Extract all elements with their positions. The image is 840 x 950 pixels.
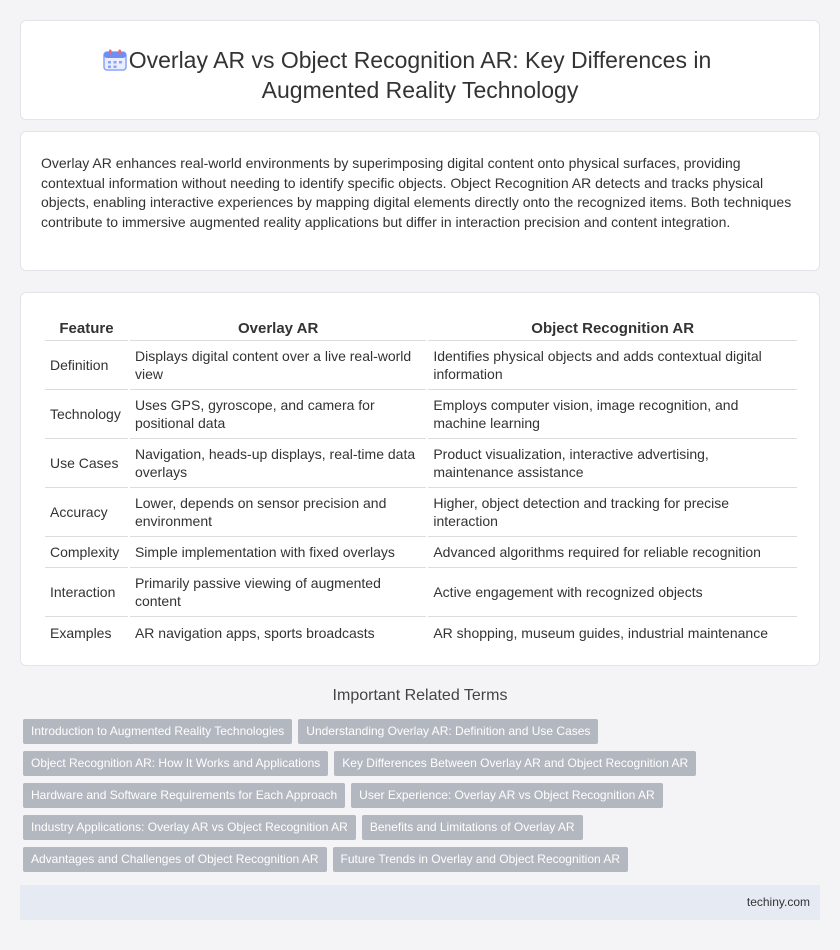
header-feature: Feature	[45, 311, 128, 341]
row-feature: Technology	[45, 390, 128, 439]
related-term-tag[interactable]: Advantages and Challenges of Object Recognition AR	[23, 847, 327, 872]
footer-brand-link[interactable]: techiny.com	[746, 895, 810, 909]
row-object-recognition-ar: AR shopping, museum guides, industrial maintenance	[433, 624, 768, 641]
table-row	[45, 439, 797, 488]
footer-bar	[20, 885, 820, 920]
row-overlay-ar: Lower, depends on sensor precision and environment	[130, 488, 426, 537]
row-feature: Accuracy	[45, 488, 128, 537]
related-terms-title: Important Related Terms	[332, 687, 508, 704]
row-overlay-ar: Primarily passive viewing of augmented content	[130, 568, 426, 617]
related-term-tag[interactable]: Key Differences Between Overlay AR and Object Recognition AR	[334, 751, 696, 776]
table-row	[45, 390, 797, 439]
related-term-tag[interactable]: Introduction to Augmented Reality Technologies	[23, 719, 292, 744]
row-overlay-ar: AR navigation apps, sports broadcasts	[134, 624, 375, 641]
related-term-tag[interactable]: Object Recognition AR: How It Works and Applications	[23, 751, 328, 776]
row-feature: Complexity	[45, 537, 128, 568]
table-row	[45, 537, 797, 568]
row-feature: Examples	[50, 624, 112, 641]
table-row	[45, 488, 797, 537]
related-terms-list	[23, 719, 723, 879]
related-term-tag[interactable]: User Experience: Overlay AR vs Object Recognition AR	[351, 783, 662, 808]
comparison-table-card	[20, 292, 820, 666]
related-term-tag[interactable]: Understanding Overlay AR: Definition and Use Cases	[298, 719, 598, 744]
related-term-tag[interactable]: Hardware and Software Requirements for Each Approach	[23, 783, 345, 808]
intro-paragraph: Overlay AR enhances real-world environments by superimposing digital content onto physical surfaces, providing contextual information without needing to identify specific objects. Object Recognition AR detects and tracks physical objects, enabling interactive experiences by mapping digital elements directly onto the recognized items. Both techniques contribute to immersive augmented reality applications but differ in interaction precision and content integration.	[41, 155, 792, 230]
row-overlay-ar: Simple implementation with fixed overlays	[130, 537, 426, 568]
row-feature: Interaction	[45, 568, 128, 617]
row-overlay-ar: Displays digital content over a live real-world view	[130, 341, 426, 390]
row-overlay-ar: Uses GPS, gyroscope, and camera for positional data	[130, 390, 426, 439]
header-overlay-ar: Overlay AR	[130, 311, 426, 341]
row-overlay-ar: Navigation, heads-up displays, real-time data overlays	[130, 439, 426, 488]
row-feature: Use Cases	[45, 439, 128, 488]
related-term-tag[interactable]: Industry Applications: Overlay AR vs Object Recognition AR	[23, 815, 356, 840]
row-object-recognition-ar: Product visualization, interactive advertising, maintenance assistance	[428, 439, 797, 488]
table-header-row	[45, 311, 797, 341]
row-object-recognition-ar: Higher, object detection and tracking for precise interaction	[428, 488, 797, 537]
intro-card	[20, 131, 820, 271]
row-feature: Definition	[45, 341, 128, 390]
row-object-recognition-ar: Employs computer vision, image recognition, and machine learning	[428, 390, 797, 439]
table-row	[45, 568, 797, 617]
row-object-recognition-ar: Advanced algorithms required for reliable recognition	[428, 537, 797, 568]
header-object-recognition-ar: Object Recognition AR	[428, 311, 797, 341]
table-row	[45, 617, 797, 648]
row-object-recognition-ar: Identifies physical objects and adds contextual digital information	[428, 341, 797, 390]
related-term-tag[interactable]: Benefits and Limitations of Overlay AR	[362, 815, 583, 840]
table-row	[45, 341, 797, 390]
page-title: Overlay AR vs Object Recognition AR: Key Differences in Augmented Reality Technology	[128, 47, 712, 103]
related-term-tag[interactable]: Future Trends in Overlay and Object Recognition AR	[333, 847, 628, 872]
comparison-table	[43, 311, 799, 648]
row-object-recognition-ar: Active engagement with recognized objects	[428, 568, 797, 617]
header-card	[20, 20, 820, 120]
